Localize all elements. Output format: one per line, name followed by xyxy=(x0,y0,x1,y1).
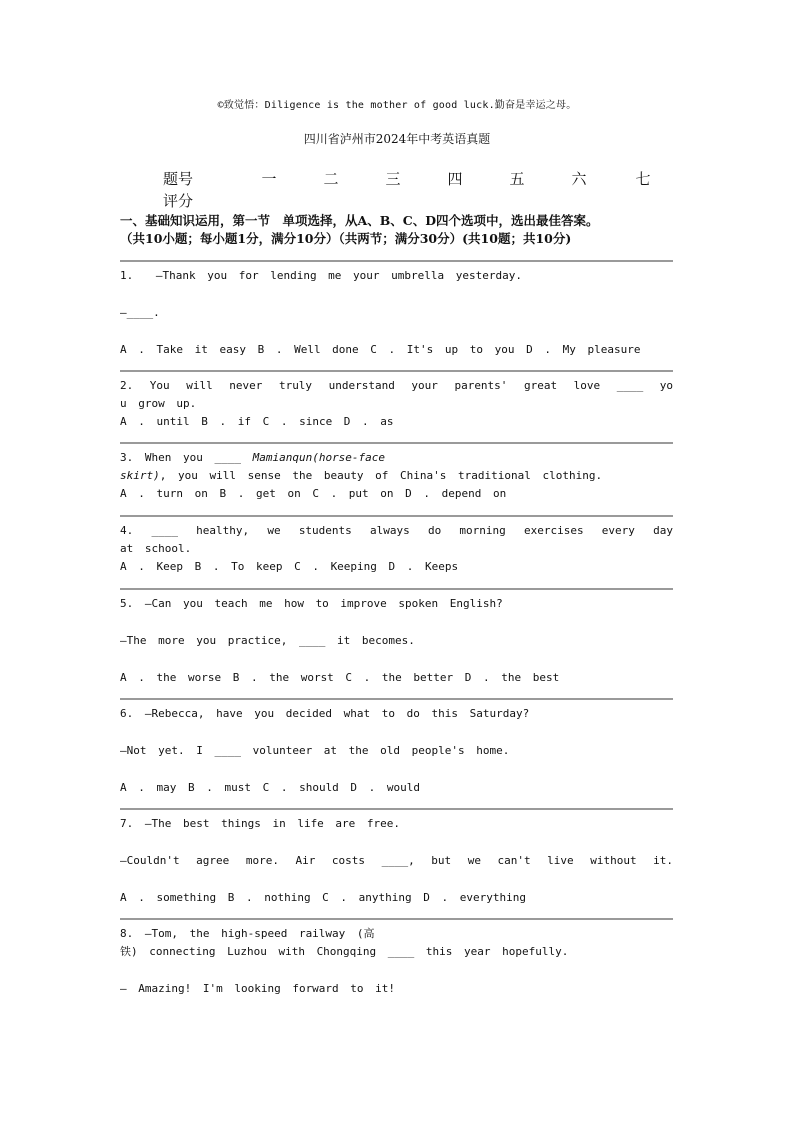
column-4: 四 xyxy=(447,170,463,188)
column-1: 一 xyxy=(261,170,277,188)
question-stem: 6. —Rebecca, have you decided what to do this Saturday? xyxy=(120,707,530,720)
question-response: —Couldn't agree more. Air costs ____, but we can't live without it. xyxy=(120,854,673,867)
question-stem: 7. —The best things in life are free. xyxy=(120,817,401,830)
question-stem: 3. When you ____ xyxy=(120,451,253,464)
question-stem-italic: Mamianqun(horse-face xyxy=(252,451,386,464)
answer-options: A . the worse B . the worst C . the better D . the best xyxy=(120,671,560,684)
question-stem: 5. —Can you teach me how to improve spoken English? xyxy=(120,597,503,610)
column-2: 二 xyxy=(323,170,339,188)
score-label: 评分 xyxy=(163,192,194,210)
section-instructions xyxy=(120,212,680,248)
question-3 xyxy=(120,449,673,503)
divider xyxy=(120,588,673,590)
question-stem-continued: u grow up. xyxy=(120,397,197,410)
question-stem: 8. —Tom, the high-speed railway (高 xyxy=(120,927,375,940)
divider xyxy=(120,442,673,444)
question-stem-continued: at school. xyxy=(120,542,192,555)
question-stem-continued: 铁) connecting Luzhou with Chongqing ____ this year hopefully. xyxy=(120,945,569,958)
answer-options: A . Keep B . To keep C . Keeping D . Keeps xyxy=(120,560,459,573)
question-7 xyxy=(120,815,673,907)
question-stem-italic-continued: skirt) xyxy=(120,469,160,482)
question-8 xyxy=(120,925,673,998)
question-number-label: 题号 xyxy=(163,170,194,188)
question-response: —The more you practice, ____ it becomes. xyxy=(120,634,415,647)
question-2 xyxy=(120,377,673,431)
divider xyxy=(120,515,673,517)
divider xyxy=(120,808,673,810)
question-response: — Amazing! I'm looking forward to it! xyxy=(120,982,396,995)
answer-options: A . something B . nothing C . anything D . everything xyxy=(120,891,526,904)
column-7: 七 xyxy=(635,170,651,188)
column-3: 三 xyxy=(385,170,401,188)
column-6: 六 xyxy=(571,170,587,188)
question-response: —Not yet. I ____ volunteer at the old people's home. xyxy=(120,744,510,757)
divider xyxy=(120,260,673,262)
question-stem: 4. ____ healthy, we students always do morning exercises every day xyxy=(120,524,673,537)
question-4 xyxy=(120,522,673,576)
page-title: 四川省泸州市2024年中考英语真题 xyxy=(303,132,491,146)
question-6 xyxy=(120,705,673,797)
score-table-header-row xyxy=(163,168,663,188)
section-scoring: （共10小题；每小题1分，满分10分）（共两节；满分30分）(共10题；共10分) xyxy=(120,231,572,246)
question-stem: 1. —Thank you for lending me your umbrella yesterday. xyxy=(120,269,522,282)
answer-options: A . may B . must C . should D . would xyxy=(120,781,421,794)
answer-options: A . Take it easy B . Well done C . It's up to you D . My pleasure xyxy=(120,343,641,356)
answer-options: A . until B . if C . since D . as xyxy=(120,415,394,428)
question-1 xyxy=(120,267,673,359)
divider xyxy=(120,918,673,920)
divider xyxy=(120,698,673,700)
question-stem: 2. You will never truly understand your parents' great love ____ yo xyxy=(120,379,673,392)
question-5 xyxy=(120,595,673,687)
section-heading: 一、基础知识运用，第一节 单项选择，从A、B、C、D四个选项中，选出最佳答案。 xyxy=(120,213,599,228)
column-5: 五 xyxy=(509,170,525,188)
answer-options: A . turn on B . get on C . put on D . depend on xyxy=(120,487,507,500)
question-stem-continued: , you will sense the beauty of China's traditional clothing. xyxy=(159,469,603,482)
question-response: —____. xyxy=(120,306,160,319)
motto-header: ©致觉悟：Diligence is the mother of good luck.勤奋是幸运之母。 xyxy=(217,100,577,111)
divider xyxy=(120,370,673,372)
